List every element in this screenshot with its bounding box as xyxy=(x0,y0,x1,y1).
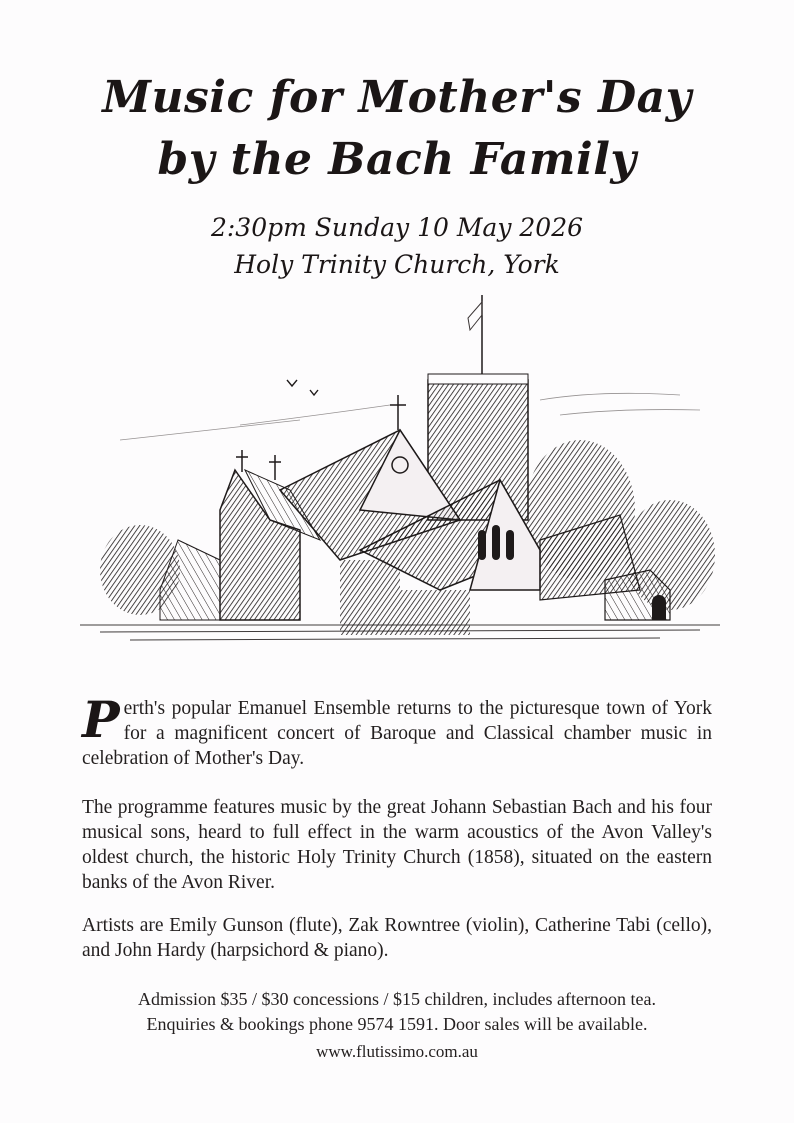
admission-info: Admission $35 / $30 concessions / $15 children, includes afternoon tea. xyxy=(138,989,656,1009)
title-line-2: by the Bach Family xyxy=(157,134,637,185)
drop-cap: P xyxy=(82,690,120,749)
intro-paragraph-text: erth's popular Emanuel Ensemble returns to the picturesque town of York for a magnificent concert of Baroque and Classical chamber music in celebration of Mother's Day. xyxy=(82,698,712,769)
event-datetime: 2:30pm Sunday 10 May 2026 xyxy=(210,213,584,242)
church-illustration xyxy=(60,290,740,680)
enquiries-info: Enquiries & bookings phone 9574 1591. Door sales will be available. xyxy=(146,1014,648,1034)
website-link[interactable]: www.flutissimo.com.au xyxy=(316,1042,478,1061)
title-line-1: Music for Mother's Day xyxy=(102,72,692,123)
programme-paragraph: The programme features music by the great Johann Sebastian Bach and his four musical sons, heard to full effect in the warm acoustics of the Avon Valley's oldest church, the historic Holy Trinity Church (1858), situated on the eastern banks of the Avon River. xyxy=(82,797,712,893)
intro-paragraph xyxy=(82,690,712,771)
bird-icon xyxy=(310,390,318,395)
event-venue: Holy Trinity Church, York xyxy=(234,250,560,279)
bird-icon xyxy=(287,380,297,386)
artists-paragraph: Artists are Emily Gunson (flute), Zak Rowntree (violin), Catherine Tabi (cello), and John Hardy (harpsichord & piano). xyxy=(82,915,712,961)
